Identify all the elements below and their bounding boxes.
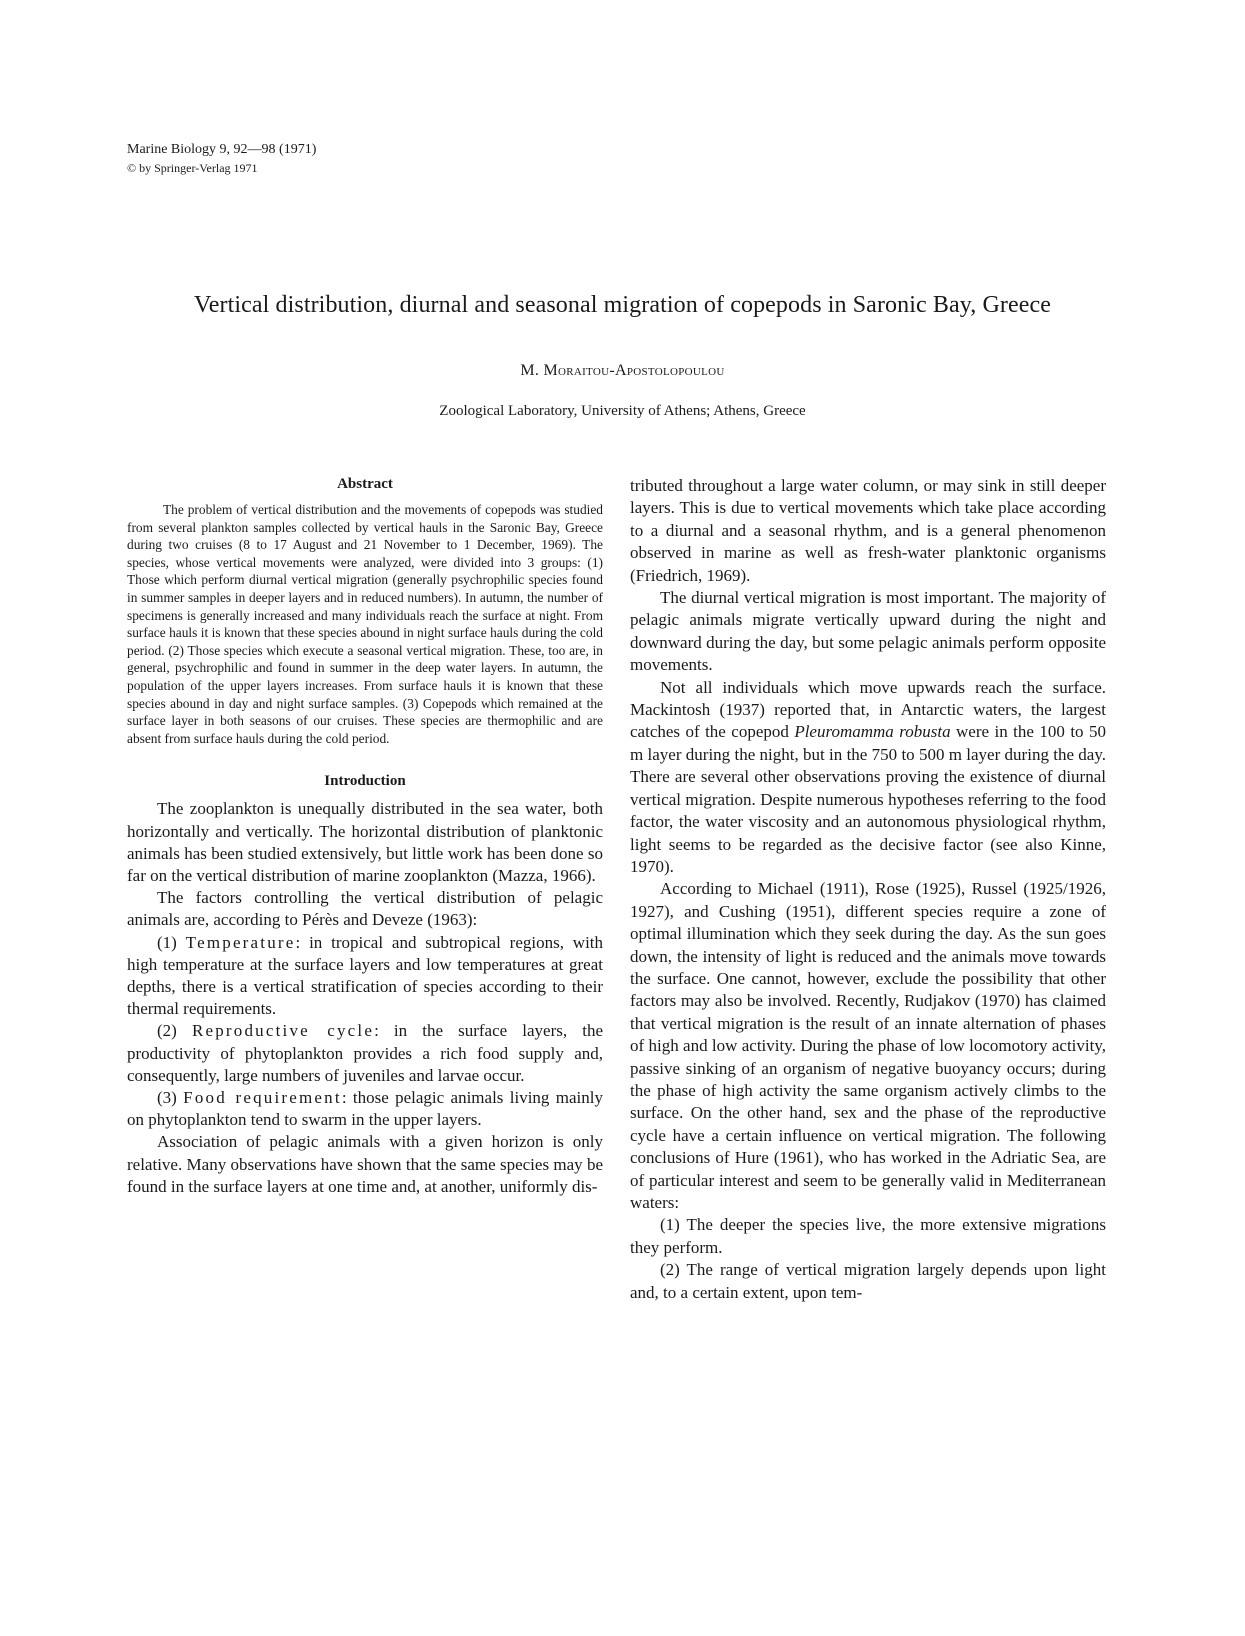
- journal-header: [127, 141, 316, 177]
- right-paragraph-4: According to Michael (1911), Rose (1925), Russel (1925/1926, 1927), and Cushing (1951), different species require a zone of optimal illumination which they seek during the day. As the sun goes down, the intensity of light is reduced and the animals move towards the surface. One cannot, however, exclude the possibility that other factors may also be involved. Recently, Rudjakov (1970) has claimed that vertical migration is the result of an innate alternation of phases of high and low activity. During the phase of low locomotory activity, passive sinking of an organism of negative buoyancy occurs; during the phase of high activity the same organism actively climbs to the surface. On the other hand, sex and the phase of the reproductive cycle have a certain influence on vertical migration. The following conclusions of Hure (1961), who has worked in the Adriatic Sea, are of particular interest and seem to be generally valid in Mediterranean waters:: [630, 879, 1106, 1212]
- paper-title: Vertical distribution, diurnal and seasonal migration of copepods in Saronic Bay, Greece: [193, 292, 1051, 318]
- right-paragraph-3: Not all individuals which move upwards reach the surface. Mackintosh (1937) reported that, in Antarctic waters, the largest catches of the copepod Pleuromamma robusta were in the 100 to 50 m layer during the night, but in the 750 to 500 m layer during the day. There are several other observations proving the existence of diurnal vertical migration. Despite numerous hypotheses referring to the food factor, the water viscosity and an autonomous physiological rhythm, light seems to be regarded as the decisive factor (see also Kinne, 1970).: [630, 677, 1106, 876]
- intro-paragraph-reproductive: (2) Reproductive cycle: in the surface layers, the productivity of phytoplankton provides a rich food supply and, consequently, large numbers of juveniles and larvae occur.: [127, 1021, 604, 1085]
- intro-paragraph-2: The factors controlling the vertical distribution of pelagic animals are, according to Pérès and Deveze (1963):: [127, 888, 603, 930]
- intro-paragraph-1: The zooplankton is unequally distributed in the sea water, both horizontally and vertically. The horizontal distribution of planktonic animals has been studied extensively, but little work has been done so far on the vertical distribution of marine zooplankton (Mazza, 1966).: [127, 799, 603, 885]
- abstract-text: The problem of vertical distribution and the movements of copepods was studied from several plankton samples collected by vertical hauls in the Saronic Bay, Greece during two cruises (8 to 17 August and 21 November to 1 December, 1969). The species, whose vertical movements were analyzed, were divided into 3 groups: (1) Those which perform diurnal vertical migration (generally psychrophilic species found in summer samples in deeper layers and in reduced numbers). In autumn, the number of specimens is generally increased and many individuals reach the surface at night. From surface hauls it is known that these species abound in night surface hauls during the cold period. (2) Those species which execute a seasonal vertical migration. These, too are, in general, psychrophilic and found in summer in the deep water layers. In autumn, the population of the upper layers increases. From surface hauls it is known that these species abound in day and night surface samples. (3) Copepods which remained at the surface layer in both seasons of our cruises. These species are thermophilic and are absent from surface hauls during the cold period.: [127, 502, 603, 746]
- copyright-line: © by Springer-Verlag 1971: [127, 161, 258, 175]
- introduction-body: [127, 798, 603, 1198]
- left-column: [127, 476, 603, 1198]
- term-food-requirement: Food requirement: [183, 1087, 342, 1107]
- right-paragraph-6: (2) The range of vertical migration largely depends upon light and, to a certain extent, upon tem-: [630, 1260, 1106, 1302]
- intro-paragraph-temperature: (1) Temperature: in tropical and subtropical regions, with high temperature at the surface layers and low temperatures at great depths, there is a vertical stratification of species according to their thermal requirements.: [127, 932, 604, 1019]
- term-reproductive-cycle: Reproductive cycle: [191, 1021, 375, 1041]
- right-paragraph-1: tributed throughout a large water column, or may sink in still deeper layers. This is due to vertical movements which take place according to a diurnal and a seasonal rhythm, and is a general phenomenon observed in marine as well as fresh-water planktonic organisms (Friedrich, 1969).: [630, 476, 1106, 585]
- species-name: Pleuromamma robusta: [794, 722, 951, 742]
- right-paragraph-5: (1) The deeper the species live, the more extensive migrations they perform.: [630, 1215, 1106, 1257]
- right-column: [630, 475, 1106, 1304]
- introduction-heading: Introduction: [324, 773, 406, 790]
- right-paragraph-2: The diurnal vertical migration is most important. The majority of pelagic animals migrate vertically upward during the night and downward during the day, but some pelagic animals perform opposite movements.: [630, 588, 1106, 675]
- abstract-heading: Abstract: [337, 476, 393, 492]
- term-temperature: Temperature: [185, 932, 296, 952]
- intro-paragraph-food: (3) Food requirement: those pelagic animals living mainly on phytoplankton tend to swarm in the upper layers.: [127, 1087, 603, 1130]
- author-name: M. Moraitou-Apostolopoulou: [520, 362, 725, 379]
- author-affiliation: Zoological Laboratory, University of Athens; Athens, Greece: [439, 403, 806, 419]
- journal-citation: Marine Biology 9, 92—98 (1971): [127, 142, 317, 157]
- intro-paragraph-association: Association of pelagic animals with a given horizon is only relative. Many observations have shown that the same species may be found in the surface layers at one time and, at another, uniformly dis-: [127, 1132, 603, 1196]
